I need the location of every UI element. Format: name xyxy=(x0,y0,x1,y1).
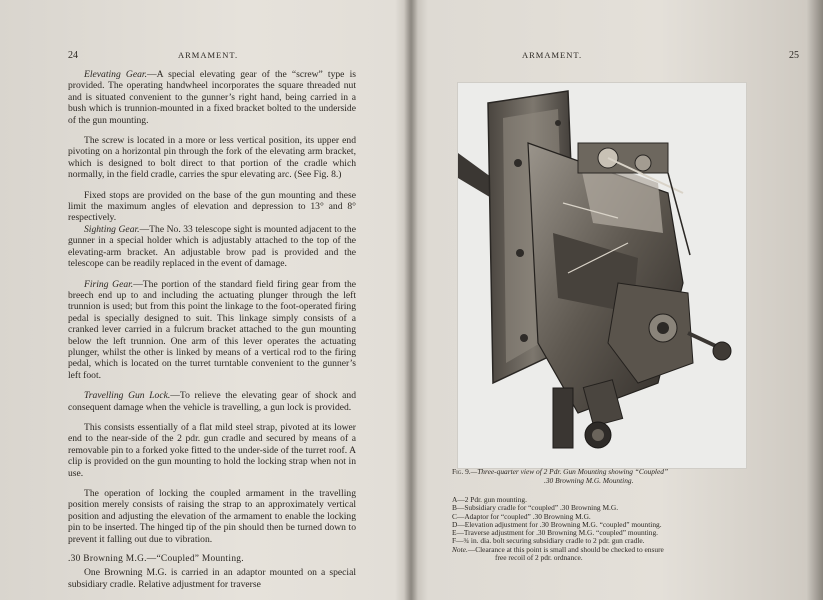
caption-line-2: .30 Browning M.G. Mounting. xyxy=(544,476,634,485)
caption-line-1: —Three-quarter view of 2 Pdr. Gun Mounting showing “Coupled” xyxy=(470,467,669,476)
clearance-note xyxy=(452,546,782,563)
paragraph-elevating-gear xyxy=(68,69,356,126)
paragraph-text: This consists essentially of a flat mild steel strap, pivoted at its lower end to the near-side of the 2 pdr. gun cradle and secured by means of a removable pin to a forked yoke fitted to the under-side of the turret roof. A clip is provided on the gun mounting to hold the locking strap when not in use. xyxy=(68,421,356,479)
paragraph-text: —The No. 33 telescope sight is mounted adjacent to the gunner in a special holder which is adjustably attached to the top of the elevating-arm bracket. An adjustable brow pad is provided and the telescope can be readily replaced in the event of damage. xyxy=(68,223,356,270)
paragraph-heading: Elevating Gear. xyxy=(84,69,147,80)
right-page xyxy=(412,0,823,600)
paragraph-text: The operation of locking the coupled armament in the travelling position merely consists of raising the strap to an approximately vertical position and adjusting the elevation of the armament to enable the locking pin to be inserted. The hinged tip of the pin should then be turned down to prevent it falling out due to vibration. xyxy=(68,488,356,545)
page-number-right: 25 xyxy=(789,50,799,61)
legend-item: F—¾ in. dia. bolt securing subsidiary cradle to 2 pdr. gun cradle. xyxy=(452,536,645,546)
figure-caption xyxy=(452,467,752,485)
note-label: Note. xyxy=(452,544,468,554)
paragraph-locking-operation xyxy=(68,488,356,545)
section-heading-browning: .30 Browning M.G.—“Coupled” Mounting. xyxy=(68,554,244,565)
page-number-left: 24 xyxy=(68,50,78,61)
paragraph-text: —To relieve the elevating gear of shock and consequent damage when the vehicle is travelling, a gun lock is provided. xyxy=(68,390,356,413)
paragraph-text: The screw is located in a more or less vertical position, its upper end pivoting on a horizontal pin through the fork of the elevating arm bracket, which is designed to bolt direct to that portion of the cradle which normally, in the field cradle, carries the spur elevating arc. (See Fig. 8.) xyxy=(68,135,356,181)
left-page-text xyxy=(68,69,356,590)
note-line-1: —Clearance at this point is small and should be checked to ensure xyxy=(467,544,664,554)
paragraph-heading: Travelling Gun Lock. xyxy=(84,390,171,402)
gun-mounting-photograph xyxy=(457,82,747,469)
paragraph-text: One Browning M.G. is carried in an adaptor mounted on a special subsidiary cradle. Relative adjustment for traverse xyxy=(68,567,356,590)
paragraph-sighting-gear xyxy=(68,224,356,270)
legend-item: C—Adaptor for “coupled” .30 Browning M.G. xyxy=(452,511,591,521)
paragraph-browning xyxy=(68,567,356,590)
paragraph-gun-lock xyxy=(68,390,356,413)
running-head-left: ARMAMENT. xyxy=(178,50,239,60)
figure-label: Fig. 9. xyxy=(452,467,471,476)
paragraph-fixed-stops xyxy=(68,190,356,224)
gun-mounting-illustration xyxy=(458,83,746,468)
running-head-right: ARMAMENT. xyxy=(522,50,583,60)
legend-item: D—Elevation adjustment for .30 Browning M.G. “coupled” mounting. xyxy=(452,519,662,529)
legend-item: A—2 Pdr. gun mounting. xyxy=(452,495,527,504)
paragraph-text: Fixed stops are provided on the base of the gun mounting and these limit the maximum angles of elevation and depression to 13° and 8° respectively. xyxy=(68,189,356,224)
legend-item: B—Subsidiary cradle for “coupled” .30 Browning M.G. xyxy=(452,503,619,513)
paragraph-heading: Sighting Gear. xyxy=(84,223,140,235)
paragraph-firing-gear xyxy=(68,279,356,382)
paragraph-heading: Firing Gear. xyxy=(84,278,134,290)
left-page xyxy=(0,0,410,600)
paragraph-text: —The portion of the standard field firing gear from the breech end up to and including the actuating plunger through the left trunnion is used; but from this point the linkage to the foot-operated firing pedal is specially designed to suit. This linkage simply consists of a cranked lever carried in a fulcrum bracket attached to the gun mounting below the left trunnion. One arm of this lever operates the actuating plunger, whilst the other is linked by means of a vertical rod to the firing pedal, which is located on the turret turntable convenient to the gunner’s left foot. xyxy=(68,278,357,381)
paragraph-text: —A special elevating gear of the “screw” type is provided. The operating handwheel incorporates the square threaded nut and is situated convenient to the gunner’s right hand, being carried in a bush which is trunnion-mounted in a fixed bracket bolted to the underside of the gun mounting. xyxy=(68,69,356,126)
legend-item: E—Traverse adjustment for .30 Browning M.G. “coupled” mounting. xyxy=(452,528,659,538)
paragraph-strap xyxy=(68,422,356,479)
paragraph-screw xyxy=(68,135,356,181)
note-line-2: free recoil of 2 pdr. ordnance. xyxy=(495,553,583,563)
figure-legend xyxy=(452,496,782,562)
